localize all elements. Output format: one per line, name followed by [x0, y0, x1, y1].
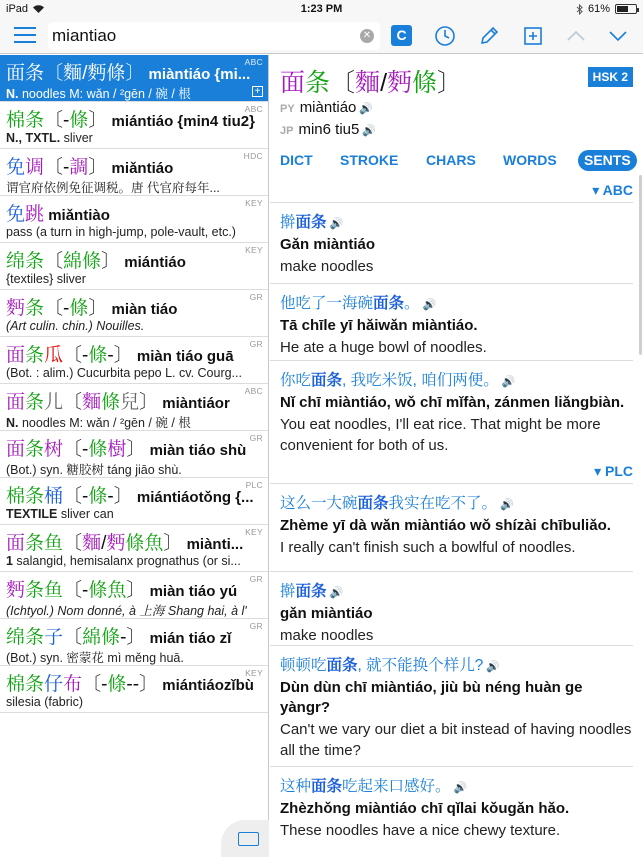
example-sentence[interactable]	[270, 360, 633, 456]
result-pinyin: miàntiáor	[158, 395, 230, 411]
hanzi-char: 條	[101, 627, 121, 646]
entry-tabs	[270, 150, 643, 172]
hanzi-char: /	[101, 533, 107, 552]
speaker-icon[interactable]: 🔊	[422, 299, 437, 311]
hanzi-char: 树	[44, 439, 64, 458]
sentence-english: make noodles	[280, 627, 374, 644]
hanzi-char: 瓜	[44, 345, 64, 364]
hanzi-char: 條	[125, 533, 145, 552]
sentence-english: I really can't finish such a bowlful of noodles.	[280, 539, 576, 556]
result-pinyin: mián tiáo zǐ	[145, 630, 232, 646]
source-tag: ABC	[244, 386, 263, 396]
speaker-icon[interactable]: 🔊	[501, 376, 516, 388]
hanzi-char: 面	[6, 63, 26, 82]
hanzi-char: 绵	[6, 627, 26, 646]
scrollbar[interactable]	[639, 175, 642, 355]
section-header[interactable]: ▾ PLC	[594, 463, 633, 479]
pinyin-label: PY	[280, 103, 295, 115]
hanzi-char: 〔	[63, 392, 83, 411]
example-sentence[interactable]	[270, 283, 633, 358]
hanzi-char: 面	[6, 345, 26, 364]
battery-fill	[617, 6, 628, 12]
result-definition: 1 salangid, hemisalanx prognathus (or si...	[6, 554, 241, 568]
hanzi-char: 調	[69, 157, 89, 176]
chevron-down-icon[interactable]	[606, 24, 630, 48]
sentence-english: make noodles	[280, 258, 374, 275]
result-hanzi	[6, 439, 145, 458]
result-hanzi	[6, 204, 44, 223]
hanzi-char: 条	[25, 533, 45, 552]
result-definition: (Art culin. chin.) Nouilles.	[6, 319, 145, 333]
hanzi-char: 棉	[6, 110, 26, 129]
result-row[interactable]	[0, 149, 268, 196]
result-definition: (Bot.) syn. 糖胶树 táng jiāo shù.	[6, 463, 182, 477]
speaker-icon[interactable]: 🔊	[500, 499, 514, 511]
sentence-english: You eat noodles, I'll eat rice. That might be more convenient for both of us.	[280, 416, 601, 454]
result-hanzi	[6, 580, 145, 599]
source-tag: KEY	[245, 198, 263, 208]
status-time: 1:23 PM	[300, 3, 343, 15]
speaker-icon[interactable]: 🔊	[359, 103, 374, 115]
result-hanzi	[6, 392, 158, 411]
result-definition: pass (a turn in high-jump, pole-vault, etc.)	[6, 225, 236, 239]
hanzi-char: 仔	[44, 674, 64, 693]
results-list	[0, 55, 269, 857]
result-pinyin: miántiáozǐbù	[158, 677, 254, 693]
result-hanzi	[6, 345, 133, 364]
source-tag: KEY	[245, 668, 263, 678]
source-tag: PLC	[245, 480, 263, 490]
result-definition: N. noodles M: wǎn / ²gēn / 碗 / 根	[6, 416, 191, 430]
hanzi-char: 〕	[126, 580, 146, 599]
sentence-chinese: 他吃了一海碗面条。 🔊	[280, 295, 437, 312]
add-icon[interactable]	[521, 24, 545, 48]
result-row[interactable]	[0, 55, 268, 102]
tab-words[interactable]: WORDS	[503, 152, 557, 168]
result-row[interactable]	[0, 478, 268, 525]
result-row[interactable]	[0, 243, 268, 290]
result-hanzi	[6, 157, 107, 176]
speaker-icon[interactable]: 🔊	[329, 587, 344, 599]
result-row[interactable]	[0, 337, 268, 384]
hanzi-char: 〔-	[63, 439, 89, 458]
clipboard-c-button[interactable]: C	[391, 25, 412, 46]
result-pinyin: miántiáotǒng {...	[132, 489, 254, 505]
source-tag: KEY	[245, 245, 263, 255]
clear-icon[interactable]: ✕	[360, 29, 374, 43]
hanzi-char: 魚	[107, 580, 127, 599]
result-row[interactable]	[0, 619, 268, 666]
hanzi-char: 條	[69, 298, 89, 317]
hanzi-char: 〔-	[63, 486, 89, 505]
hanzi-char: 条	[25, 251, 45, 270]
hanzi-char: 條	[412, 69, 438, 97]
result-hanzi	[6, 627, 145, 646]
hanzi-char: -〕	[107, 345, 133, 364]
chevron-up-icon[interactable]	[564, 24, 588, 48]
hanzi-char: 條	[101, 392, 121, 411]
hanzi-char: 〔-	[82, 674, 108, 693]
toolbar	[0, 18, 643, 54]
hanzi-char: 〕	[437, 69, 463, 97]
edit-icon[interactable]	[477, 24, 501, 48]
result-hanzi	[6, 486, 133, 505]
device-label: iPad	[6, 3, 29, 15]
hanzi-char: 魚	[144, 533, 164, 552]
sentence-chinese: 顿顿吃面条, 就不能换个样儿? 🔊	[280, 657, 500, 674]
result-row[interactable]	[0, 525, 268, 572]
hanzi-char: 〕	[88, 157, 108, 176]
hanzi-char: 麪	[6, 298, 26, 317]
result-hanzi	[6, 298, 107, 317]
hanzi-char: 儿	[44, 392, 64, 411]
result-definition: 谓官府依例免征调税。唐 代官府每年...	[6, 181, 220, 195]
hanzi-char: 〕	[88, 110, 108, 129]
hanzi-char: /	[380, 69, 388, 97]
result-hanzi	[6, 533, 182, 552]
sentence-pinyin: Nǐ chī miàntiáo, wǒ chī mǐfàn, zánmen liǎngbiàn.	[280, 394, 625, 411]
hanzi-char: 條	[88, 580, 108, 599]
hanzi-char: 〔-	[44, 157, 70, 176]
speaker-icon[interactable]: 🔊	[486, 661, 500, 673]
hanzi-char: 麪	[387, 69, 413, 97]
speaker-icon[interactable]: 🔊	[453, 782, 468, 794]
example-sentence[interactable]	[270, 202, 633, 277]
hanzi-char: 〔-	[63, 580, 89, 599]
tab-sents[interactable]: SENTS	[578, 150, 637, 171]
hanzi-char: 〕	[126, 439, 146, 458]
hanzi-char: 〔-	[44, 110, 70, 129]
result-definition: N. noodles M: wǎn / ²gēn / 碗 / 根	[6, 87, 191, 101]
hanzi-char: --〕	[126, 674, 159, 693]
result-definition: {textiles} sliver	[6, 272, 86, 286]
sentence-english: Can't we vary our diet a bit instead of having noodles all the time?	[280, 721, 632, 759]
result-pinyin: miàn tiáo yú	[145, 583, 238, 599]
result-pinyin: miàn tiáo	[107, 301, 178, 317]
hanzi-char: /	[82, 63, 88, 82]
source-tag: GR	[249, 433, 263, 443]
jyutping-label: JP	[280, 125, 294, 137]
hanzi-char: 麵	[355, 69, 381, 97]
hanzi-char: 子	[44, 627, 64, 646]
example-sentence[interactable]	[270, 645, 633, 761]
result-definition: (Bot.) syn. 密蒙花 mì měng huā.	[6, 651, 184, 665]
keyboard-icon	[238, 832, 259, 846]
history-icon[interactable]	[433, 24, 457, 48]
bluetooth-icon	[576, 4, 583, 15]
result-pinyin: miàn tiáo shù	[145, 442, 247, 458]
source-tag: GR	[249, 574, 263, 584]
hanzi-char: 〔	[44, 251, 64, 270]
result-pinyin: miàntiáo {mi...	[144, 66, 251, 82]
result-definition: N., TXTL. sliver	[6, 131, 93, 145]
hanzi-char: 免	[6, 204, 26, 223]
entry-headword	[280, 63, 462, 99]
speaker-icon[interactable]: 🔊	[329, 218, 344, 230]
hanzi-char: 面	[6, 439, 26, 458]
hanzi-char: 条	[25, 580, 45, 599]
result-definition: TEXTILE sliver can	[6, 507, 114, 521]
sentence-english: These noodles have a nice chewy texture.	[280, 822, 561, 839]
hanzi-char: 〕	[139, 392, 159, 411]
result-pinyin: miànti...	[182, 536, 244, 552]
source-tag: HDC	[243, 151, 263, 161]
result-pinyin: miántiáo {min4 tiu2}	[107, 113, 255, 129]
hanzi-char: 条	[25, 63, 45, 82]
battery-icon	[615, 4, 637, 14]
section-header[interactable]: ▾ ABC	[592, 182, 633, 198]
result-hanzi	[6, 63, 144, 82]
source-tag: KEY	[245, 527, 263, 537]
search-input[interactable]	[52, 24, 352, 48]
hanzi-char: 條	[88, 439, 108, 458]
result-row[interactable]	[0, 290, 268, 337]
speaker-icon[interactable]: 🔊	[362, 125, 377, 137]
search-box	[48, 22, 380, 50]
sentence-chinese: 擀面条 🔊	[280, 583, 344, 600]
hanzi-char: 綿	[82, 627, 102, 646]
hanzi-char: 條	[88, 345, 108, 364]
pinyin-row	[280, 99, 373, 116]
entry-jyutping: min6 tiu5	[298, 121, 360, 138]
hanzi-char: 麵	[82, 392, 102, 411]
hanzi-char: 麵	[63, 63, 83, 82]
tab-dict[interactable]: DICT	[280, 152, 313, 168]
result-row[interactable]	[0, 666, 268, 713]
keyboard-button[interactable]	[221, 820, 269, 857]
result-row[interactable]	[0, 572, 268, 619]
hanzi-char: 面	[280, 69, 306, 97]
result-hanzi	[6, 674, 158, 693]
hanzi-char: 条	[25, 298, 45, 317]
example-sentence[interactable]	[270, 571, 633, 646]
tab-chars[interactable]: CHARS	[426, 152, 476, 168]
hanzi-char: 调	[25, 157, 45, 176]
hanzi-char: 棉	[6, 486, 26, 505]
sentence-pinyin: Dùn dùn chī miàntiáo, jiù bù néng huàn ge yàngr?	[280, 679, 583, 716]
hsk-badge[interactable]: HSK 2	[588, 67, 633, 87]
sentence-pinyin: Zhèzhǒng miàntiáo chī qǐlai kǒugǎn hǎo.	[280, 800, 570, 817]
hanzi-char: 条	[25, 345, 45, 364]
sentence-pinyin: Zhème yī dà wǎn miàntiáo wǒ shízài chībuliǎo.	[280, 517, 611, 534]
source-tag: GR	[249, 621, 263, 631]
example-sentence[interactable]	[270, 483, 633, 558]
hanzi-char: 面	[6, 533, 26, 552]
sentence-chinese: 擀面条 🔊	[280, 214, 344, 231]
hanzi-char: 鱼	[44, 580, 64, 599]
result-row[interactable]	[0, 431, 268, 478]
sentence-pinyin: Gǎn miàntiáo	[280, 236, 376, 253]
jyutping-row	[280, 121, 376, 138]
hanzi-char: 條	[69, 110, 89, 129]
tab-stroke[interactable]: STROKE	[340, 152, 399, 168]
hanzi-char: 条	[25, 674, 45, 693]
hanzi-char: 条	[25, 486, 45, 505]
status-bar	[0, 0, 643, 18]
hanzi-char: 綿	[63, 251, 83, 270]
result-row[interactable]	[0, 196, 268, 243]
hanzi-char: 〕	[163, 533, 183, 552]
hanzi-char: -〕	[107, 486, 133, 505]
hanzi-char: 麪	[6, 580, 26, 599]
sentence-chinese: 这么一大碗面条我实在吃不了。 🔊	[280, 495, 514, 512]
result-pinyin: miǎntiáo	[107, 160, 174, 176]
entry-pinyin: miàntiáo	[299, 99, 357, 116]
hanzi-char: 條	[82, 251, 102, 270]
hanzi-char: 麵	[82, 533, 102, 552]
menu-icon[interactable]	[14, 27, 36, 45]
hanzi-char: 〔-	[44, 298, 70, 317]
hanzi-char: 〔	[63, 627, 83, 646]
hanzi-char: 麪	[106, 533, 126, 552]
result-pinyin: miǎntiào	[44, 207, 110, 223]
source-tag: GR	[249, 339, 263, 349]
hanzi-char: 條	[88, 486, 108, 505]
result-row[interactable]	[0, 102, 268, 149]
result-definition: silesia (fabric)	[6, 695, 84, 709]
add-icon[interactable]: +	[252, 86, 263, 97]
sentence-chinese: 这种面条吃起来口感好。 🔊	[280, 778, 468, 795]
hanzi-char: 条	[25, 627, 45, 646]
source-tag: ABC	[244, 57, 263, 67]
hanzi-char: 條	[106, 63, 126, 82]
hanzi-char: 〔	[44, 63, 64, 82]
hanzi-char: 条	[25, 439, 45, 458]
result-definition: (Bot. : alim.) Cucurbita pepo L. cv. Courg...	[6, 366, 242, 380]
sentence-pinyin: Tā chīle yī hǎiwǎn miàntiáo.	[280, 317, 478, 334]
sentence-chinese: 你吃面条, 我吃米饭, 咱们两便。 🔊	[280, 372, 516, 389]
result-row[interactable]	[0, 384, 268, 431]
hanzi-char: 布	[63, 674, 83, 693]
hanzi-char: -〕	[120, 627, 146, 646]
hanzi-char: 〔	[63, 533, 83, 552]
entry-panel	[270, 55, 643, 857]
hanzi-char: 棉	[6, 674, 26, 693]
hanzi-char: 绵	[6, 251, 26, 270]
hanzi-char: 〕	[88, 298, 108, 317]
hanzi-char: 鱼	[44, 533, 64, 552]
battery-percent: 61%	[587, 3, 610, 15]
source-tag: ABC	[244, 104, 263, 114]
result-hanzi	[6, 251, 120, 270]
hanzi-char: 〔	[330, 69, 356, 97]
source-tag: GR	[249, 292, 263, 302]
example-sentence[interactable]	[270, 766, 633, 841]
hanzi-char: 条	[25, 110, 45, 129]
hanzi-char: 条	[305, 69, 331, 97]
hanzi-char: 条	[25, 392, 45, 411]
result-hanzi	[6, 110, 107, 129]
result-pinyin: miántiáo	[120, 254, 186, 270]
hanzi-char: 桶	[44, 486, 64, 505]
hanzi-char: 〔-	[63, 345, 89, 364]
hanzi-char: 條	[107, 674, 127, 693]
hanzi-char: 跳	[25, 204, 45, 223]
hanzi-char: 〕	[101, 251, 121, 270]
sentence-pinyin: gǎn miàntiáo	[280, 605, 373, 622]
hanzi-char: 樹	[107, 439, 127, 458]
hanzi-char: 麪	[87, 63, 107, 82]
sentence-english: He ate a huge bowl of noodles.	[280, 339, 487, 356]
hanzi-char: 兒	[120, 392, 140, 411]
result-pinyin: miàn tiáo guā	[132, 348, 234, 364]
result-definition: (Ichtyol.) Nom donné, à 上海 Shang hai, à l'	[6, 604, 247, 618]
hanzi-char: 面	[6, 392, 26, 411]
hanzi-char: 〕	[125, 63, 145, 82]
hanzi-char: 免	[6, 157, 26, 176]
